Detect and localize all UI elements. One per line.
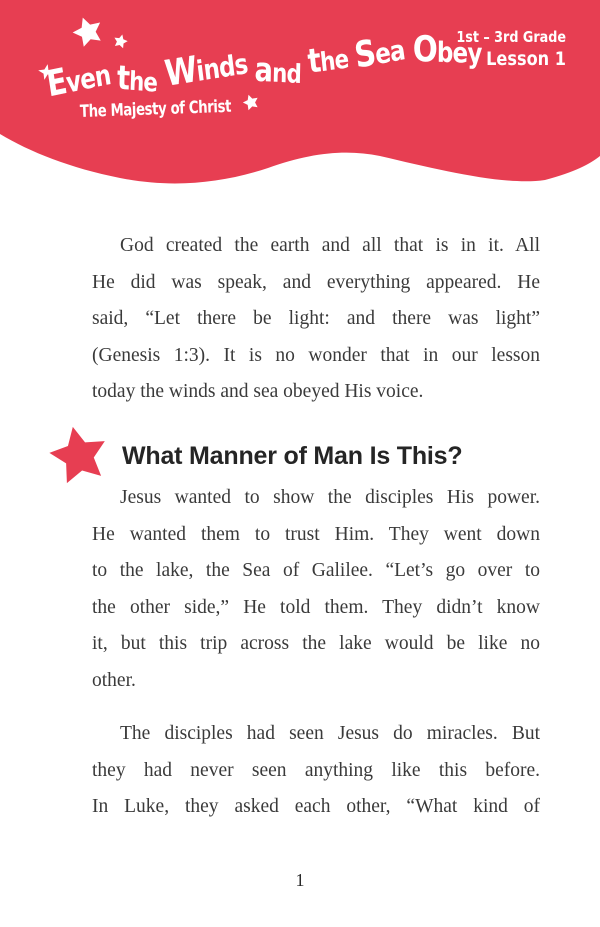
- lesson-number: Lesson 1: [486, 48, 566, 70]
- course-subtitle: The Majesty of Christ: [79, 96, 232, 122]
- paragraph: [92, 716, 540, 826]
- title-word: Even: [43, 58, 113, 106]
- text-line: today the winds and sea obeyed His voice.: [92, 381, 424, 403]
- title-word: Obey: [412, 28, 482, 71]
- title-word: the: [116, 57, 158, 99]
- paragraph: [92, 480, 540, 700]
- section-heading-row: [48, 424, 462, 488]
- text-line: God created the earth and all that is in it. All: [120, 235, 540, 256]
- grade-lesson-block: [456, 28, 566, 70]
- text-line: said, “Let there be light: and there was light”: [92, 308, 540, 330]
- text-line: (Genesis 1:3). It is no wonder that in our lesson: [92, 344, 540, 366]
- section-heading: What Manner of Man Is This?: [122, 441, 463, 470]
- text-line: to the lake, the Sea of Galilee. “Let’s go over to: [92, 560, 540, 582]
- text-line: Jesus wanted to show the disciples His power.: [120, 487, 540, 508]
- intro-paragraph: [92, 228, 540, 411]
- page-number: 1: [295, 870, 305, 890]
- text-line: In Luke, they asked each other, “What kind of: [92, 796, 540, 818]
- text-line: The disciples had seen Jesus do miracles. But: [120, 723, 540, 744]
- text-line: it, but this trip across the lake would be like no: [92, 633, 540, 655]
- text-line: the other side,” He told them. They didn’t know: [92, 596, 540, 618]
- title-word: and: [253, 49, 301, 91]
- text-line: He wanted them to trust Him. They went down: [92, 523, 540, 545]
- title-word: Winds: [162, 47, 249, 95]
- title-word: Sea: [352, 32, 407, 77]
- title-word: the: [305, 40, 350, 81]
- text-line: other.: [92, 669, 136, 691]
- text-line: they had never seen anything like this before.: [92, 759, 540, 781]
- text-line: He did was speak, and everything appeared. He: [92, 271, 540, 293]
- header-banner: [0, 0, 600, 200]
- grade-range: 1st – 3rd Grade: [456, 28, 566, 46]
